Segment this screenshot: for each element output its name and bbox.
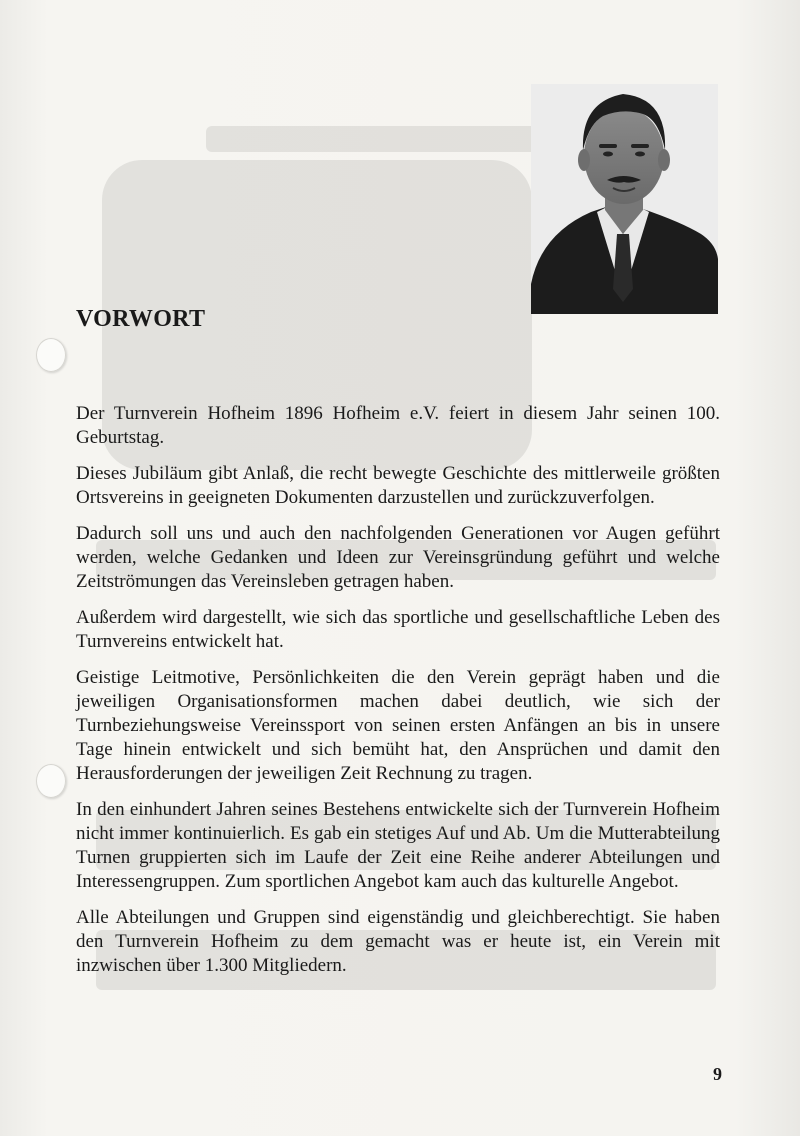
paragraph: Dieses Jubiläum gibt Anlaß, die recht bewegte Geschichte des mittlerweile größten Ortsvereins in geeigneten Dokumenten darzustellen und zurückzuverfolgen. <box>76 463 720 508</box>
paragraph: In den einhundert Jahren seines Bestehens entwickelte sich der Turnverein Hofheim nicht immer kontinuierlich. Es gab ein stetiges Auf und Ab. Um die Mutterabteilung Turnen gruppierten sich im Laufe der Zeit eine Reihe anderer Abteilungen und Interessengruppen. Zum sportlichen Angebot kam auch das kulturelle Angebot. <box>76 799 720 892</box>
foreword-text <box>76 402 720 990</box>
paragraph: Außerdem wird dargestellt, wie sich das sportliche und gesellschaftliche Leben des Turnvereins entwickelt hat. <box>76 607 720 652</box>
punch-hole-bottom <box>36 764 66 798</box>
portrait-photo <box>531 84 718 314</box>
paragraph: Alle Abteilungen und Gruppen sind eigenständig und gleichberechtigt. Sie haben den Turnverein Hofheim zu dem gemacht was er heute ist, ein Verein mit inzwischen über 1.300 Mitgliedern. <box>76 907 720 976</box>
paragraph: Dadurch soll uns und auch den nachfolgenden Generationen vor Augen geführt werden, welche Gedanken und Ideen zur Vereinsgründung geführt und welche Zeitströmungen das Vereinsleben getragen haben. <box>76 523 720 592</box>
paragraph: Geistige Leitmotive, Persönlichkeiten die den Verein geprägt haben und die jeweiligen Organisationsformen machen dabei deutlich, wie sich der Turnbeziehungsweise Vereinssport von seinen ersten Anfängen an bis in unsere Tage hinein entwickelt und sich bemüht hat, den Ansprüchen und damit den Herausforderungen der jeweiligen Zeit Rechnung zu tragen. <box>76 667 720 784</box>
paragraph: Der Turnverein Hofheim 1896 Hofheim e.V. feiert in diesem Jahr seinen 100. Geburtstag. <box>76 403 720 448</box>
punch-hole-top <box>36 338 66 372</box>
page-number: 9 <box>713 1064 722 1084</box>
page-title: VORWORT <box>76 306 206 332</box>
